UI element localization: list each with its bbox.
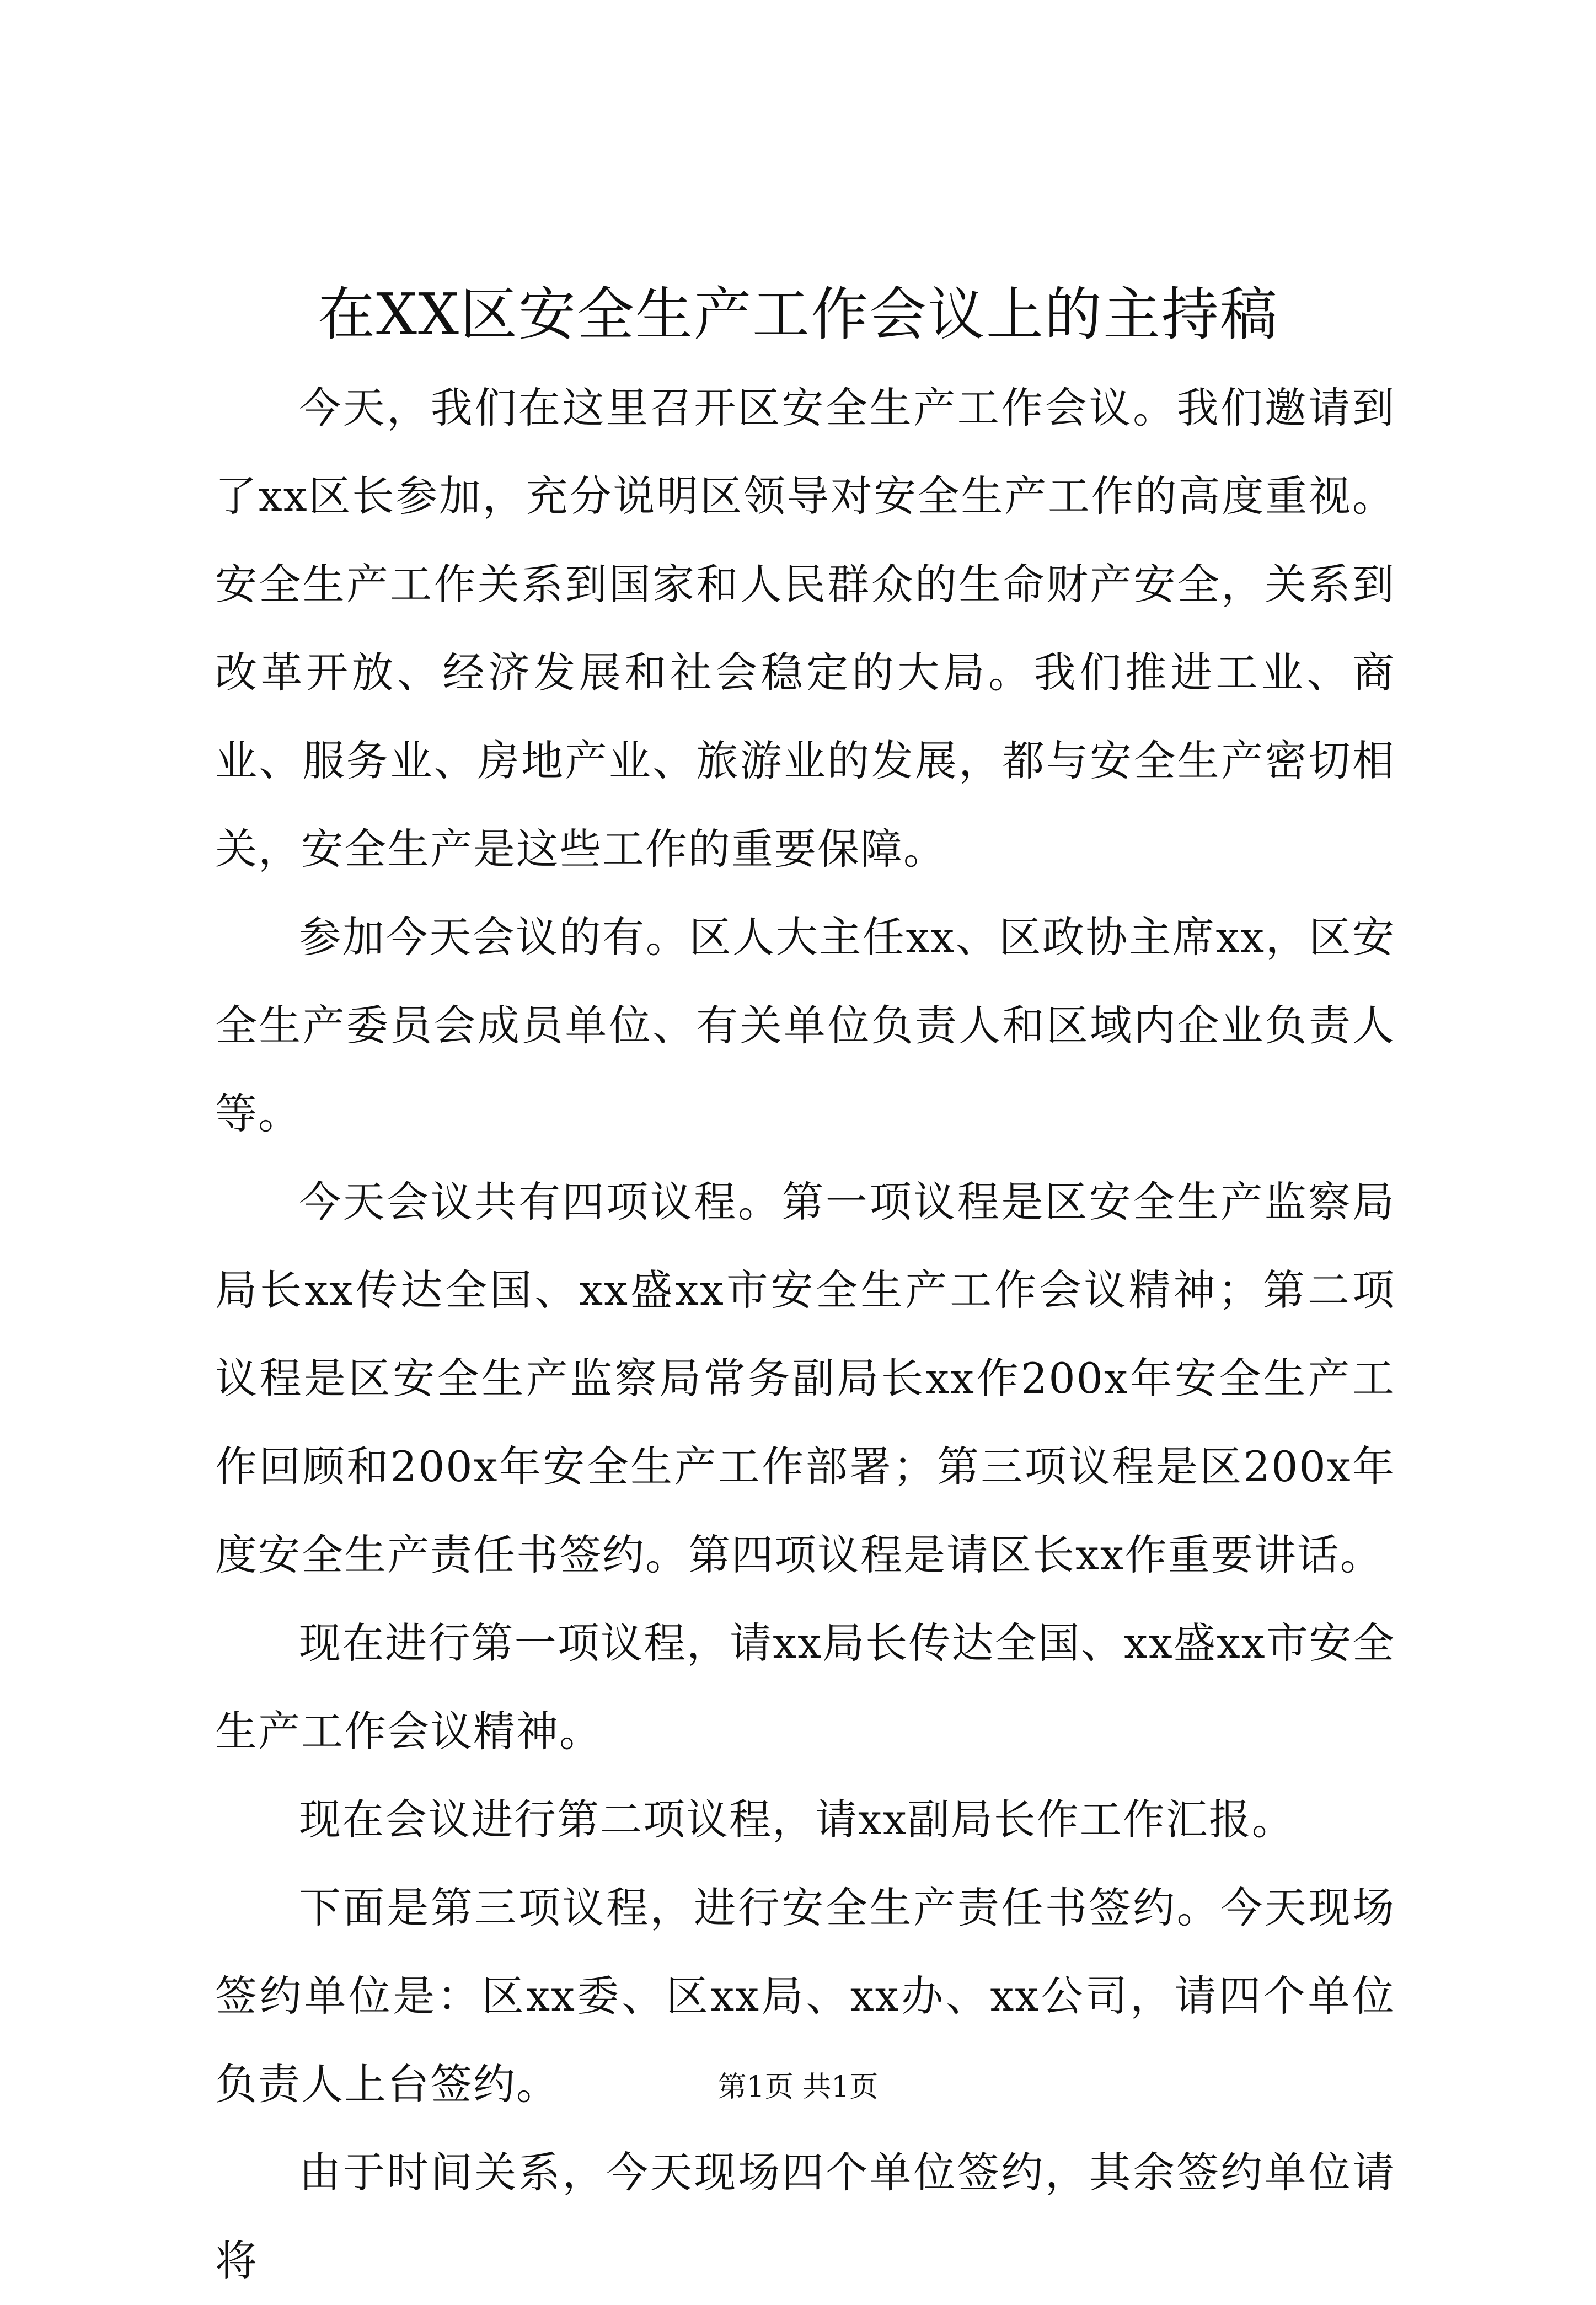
paragraph-agenda: 今天会议共有四项议程。第一项议程是区安全生产监察局局长xx传达全国、xx盛xx市安全生产工作会议精神；第二项议程是区安全生产监察局常务副局长xx作200x年安全生产工作回顾和200x年安全生产工作部署；第三项议程是区200x年度安全生产责任书签约。第四项议程是请区长xx作重要讲话。 <box>215 1177 1395 1579</box>
paragraph-first-item: 现在进行第一项议程，请xx局长传达全国、xx盛xx市安全生产工作会议精神。 <box>215 1618 1395 1756</box>
paragraph-attendees: 参加今天会议的有。区人大主任xx、区政协主席xx，区安全生产委员会成员单位、有关单位负责人和区域内企业负责人等。 <box>215 913 1395 1138</box>
paragraph-second-item: 现在会议进行第二项议程，请xx副局长作工作汇报。 <box>299 1795 1295 1844</box>
paragraph-third-item: 下面是第三项议程，进行安全生产责任书签约。今天现场签约单位是：区xx委、区xx局、xx办、xx公司，请四个单位负责人上台签约。 <box>215 1883 1395 2109</box>
page-footer: 第1页 共1页 <box>717 2071 879 2104</box>
document-body <box>215 364 1395 2305</box>
document-title: 在XX区安全生产工作会议上的主持稿 <box>317 281 1279 348</box>
paragraph-signing-note: 由于时间关系，今天现场四个单位签约，其余签约单位请将 <box>215 2148 1395 2285</box>
paragraph-opening: 今天，我们在这里召开区安全生产工作会议。我们邀请到了xx区长参加，充分说明区领导对安全生产工作的高度重视。安全生产工作关系到国家和人民群众的生命财产安全，关系到改革开放、经济发展和社会稳定的大局。我们推进工业、商业、服务业、房地产业、旅游业的发展，都与安全生产密切相关，安全生产是这些工作的重要保障。 <box>215 383 1395 873</box>
